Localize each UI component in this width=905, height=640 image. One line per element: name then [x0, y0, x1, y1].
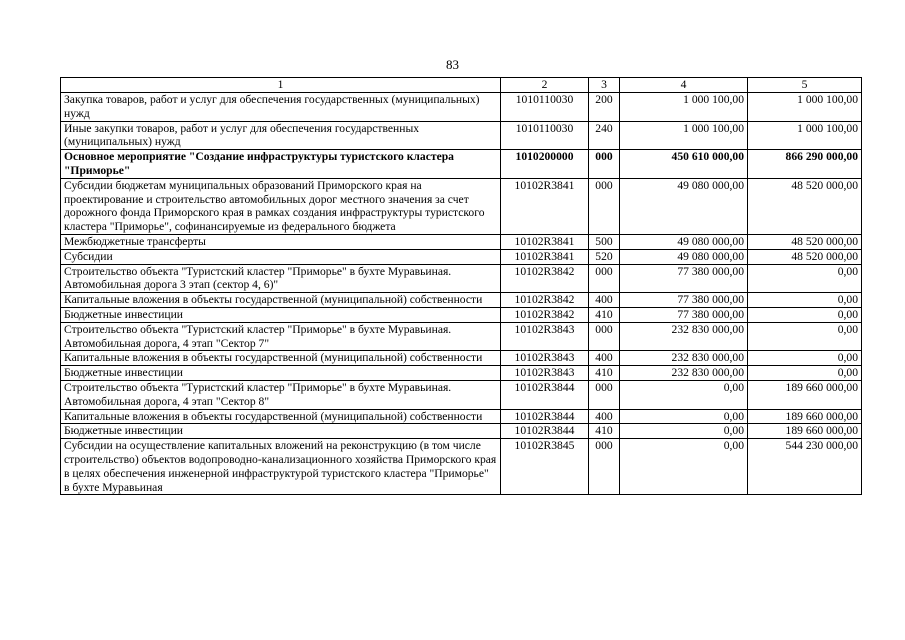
table-row: [61, 409, 862, 424]
row-expense-type: 410: [589, 366, 620, 381]
table-row: [61, 150, 862, 179]
column-header: 1: [61, 78, 501, 93]
column-header: 2: [501, 78, 589, 93]
row-target-code: 10102R3843: [501, 351, 589, 366]
row-amount-col4: 77 380 000,00: [620, 293, 748, 308]
row-amount-col5: 0,00: [748, 264, 862, 293]
row-name: Капитальные вложения в объекты государственной (муниципальной) собственности: [61, 293, 501, 308]
row-name: Субсидии на осуществление капитальных вложений на реконструкцию (в том числе строительство) объектов водопроводно-канализационного хозяйства Приморского края в целях обеспечения инженерной инфраструктурой туристского кластера "Приморье" в бухте Муравьиная: [61, 439, 501, 495]
table-row: [61, 439, 862, 495]
row-name: Бюджетные инвестиции: [61, 424, 501, 439]
row-amount-col4: 232 830 000,00: [620, 351, 748, 366]
row-target-code: 10102R3843: [501, 366, 589, 381]
row-expense-type: 400: [589, 409, 620, 424]
row-expense-type: 500: [589, 234, 620, 249]
row-amount-col5: 866 290 000,00: [748, 150, 862, 179]
column-header: 5: [748, 78, 862, 93]
row-amount-col4: 0,00: [620, 380, 748, 409]
row-name: Капитальные вложения в объекты государственной (муниципальной) собственности: [61, 351, 501, 366]
table-row: [61, 351, 862, 366]
row-target-code: 1010110030: [501, 121, 589, 150]
page-number: 83: [446, 57, 459, 72]
row-amount-col5: 48 520 000,00: [748, 249, 862, 264]
row-amount-col4: 49 080 000,00: [620, 249, 748, 264]
row-amount-col5: 189 660 000,00: [748, 409, 862, 424]
row-amount-col5: 48 520 000,00: [748, 178, 862, 234]
row-amount-col5: 1 000 100,00: [748, 121, 862, 150]
row-expense-type: 410: [589, 307, 620, 322]
row-expense-type: 400: [589, 293, 620, 308]
row-name: Капитальные вложения в объекты государственной (муниципальной) собственности: [61, 409, 501, 424]
row-amount-col5: 0,00: [748, 322, 862, 351]
row-amount-col5: 0,00: [748, 293, 862, 308]
table-row: [61, 322, 862, 351]
table-row: [61, 121, 862, 150]
row-target-code: 10102R3844: [501, 424, 589, 439]
row-amount-col4: 0,00: [620, 439, 748, 495]
row-amount-col5: 0,00: [748, 351, 862, 366]
row-name: Субсидии бюджетам муниципальных образований Приморского края на проектирование и строительство автомобильных дорог местного значения за счет дорожного фонда Приморского края в рамках создания инфраструктуры туристского кластера "Приморье", софинансируемые из федерального бюджета: [61, 178, 501, 234]
row-amount-col5: 189 660 000,00: [748, 424, 862, 439]
row-amount-col5: 189 660 000,00: [748, 380, 862, 409]
row-expense-type: 200: [589, 93, 620, 122]
row-amount-col5: 544 230 000,00: [748, 439, 862, 495]
row-target-code: 10102R3841: [501, 234, 589, 249]
row-amount-col4: 1 000 100,00: [620, 93, 748, 122]
row-expense-type: 400: [589, 351, 620, 366]
row-target-code: 10102R3845: [501, 439, 589, 495]
table-row: [61, 307, 862, 322]
row-name: Строительство объекта "Туристский кластер "Приморье" в бухте Муравьиная. Автомобильная дорога, 4 этап "Сектор 8": [61, 380, 501, 409]
row-target-code: 1010110030: [501, 93, 589, 122]
table-row: [61, 380, 862, 409]
row-name: Основное мероприятие "Создание инфраструктуры туристского кластера "Приморье": [61, 150, 501, 179]
table-row: [61, 178, 862, 234]
row-expense-type: 000: [589, 178, 620, 234]
row-amount-col4: 49 080 000,00: [620, 234, 748, 249]
row-amount-col4: 232 830 000,00: [620, 322, 748, 351]
row-expense-type: 000: [589, 322, 620, 351]
row-amount-col5: 48 520 000,00: [748, 234, 862, 249]
row-name: Межбюджетные трансферты: [61, 234, 501, 249]
table-row: [61, 234, 862, 249]
header-row: [61, 78, 862, 93]
row-target-code: 10102R3841: [501, 178, 589, 234]
row-target-code: 10102R3843: [501, 322, 589, 351]
table-row: [61, 264, 862, 293]
row-amount-col4: 77 380 000,00: [620, 264, 748, 293]
row-expense-type: 520: [589, 249, 620, 264]
row-amount-col4: 49 080 000,00: [620, 178, 748, 234]
row-target-code: 10102R3842: [501, 293, 589, 308]
row-amount-col4: 77 380 000,00: [620, 307, 748, 322]
row-amount-col4: 0,00: [620, 409, 748, 424]
budget-table: [60, 77, 862, 495]
row-name: Бюджетные инвестиции: [61, 307, 501, 322]
row-name: Строительство объекта "Туристский кластер "Приморье" в бухте Муравьиная. Автомобильная дорога, 4 этап "Сектор 7": [61, 322, 501, 351]
row-amount-col4: 1 000 100,00: [620, 121, 748, 150]
row-name: Бюджетные инвестиции: [61, 366, 501, 381]
row-expense-type: 000: [589, 439, 620, 495]
row-name: Иные закупки товаров, работ и услуг для обеспечения государственных (муниципальных) нужд: [61, 121, 501, 150]
row-amount-col4: 0,00: [620, 424, 748, 439]
column-header: 3: [589, 78, 620, 93]
row-amount-col4: 232 830 000,00: [620, 366, 748, 381]
table-row: [61, 424, 862, 439]
row-name: Субсидии: [61, 249, 501, 264]
row-target-code: 10102R3844: [501, 409, 589, 424]
row-expense-type: 000: [589, 380, 620, 409]
table-row: [61, 93, 862, 122]
row-expense-type: 240: [589, 121, 620, 150]
row-amount-col5: 1 000 100,00: [748, 93, 862, 122]
column-header: 4: [620, 78, 748, 93]
table-row: [61, 249, 862, 264]
row-expense-type: 000: [589, 264, 620, 293]
row-expense-type: 410: [589, 424, 620, 439]
row-target-code: 10102R3842: [501, 264, 589, 293]
table-row: [61, 293, 862, 308]
row-amount-col5: 0,00: [748, 307, 862, 322]
row-amount-col4: 450 610 000,00: [620, 150, 748, 179]
row-name: Закупка товаров, работ и услуг для обеспечения государственных (муниципальных) нужд: [61, 93, 501, 122]
table-row: [61, 366, 862, 381]
row-target-code: 10102R3842: [501, 307, 589, 322]
row-target-code: 10102R3841: [501, 249, 589, 264]
row-amount-col5: 0,00: [748, 366, 862, 381]
row-expense-type: 000: [589, 150, 620, 179]
row-name: Строительство объекта "Туристский кластер "Приморье" в бухте Муравьиная. Автомобильная дорога 3 этап (сектор 4, 6)": [61, 264, 501, 293]
row-target-code: 10102R3844: [501, 380, 589, 409]
row-target-code: 1010200000: [501, 150, 589, 179]
